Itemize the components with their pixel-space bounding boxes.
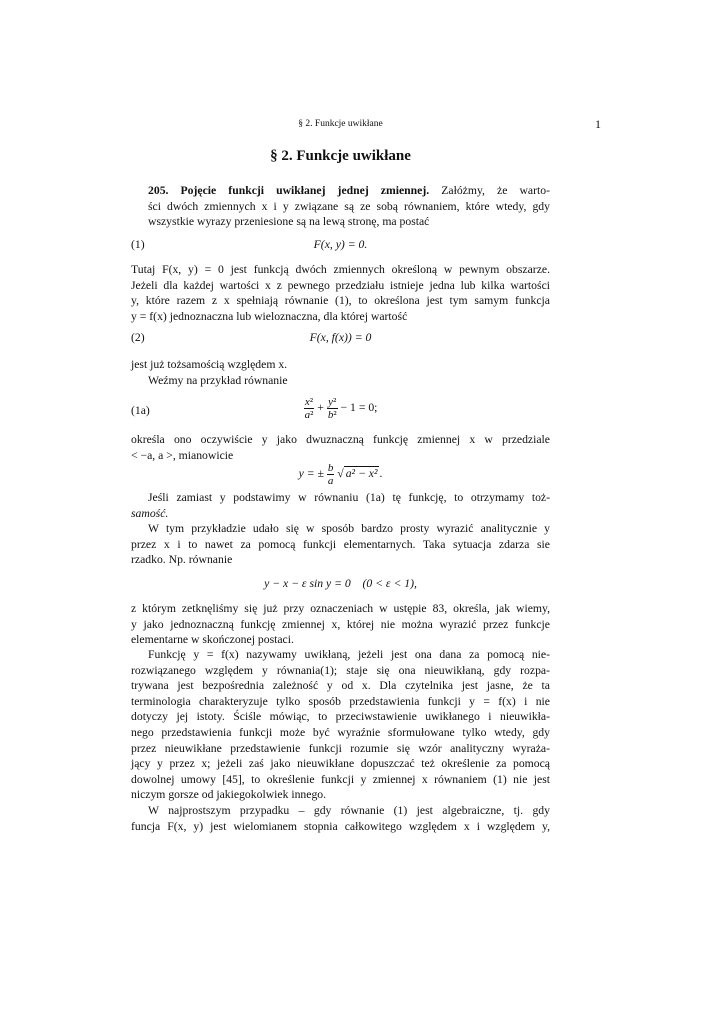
equation-formula: y − x − ε sin y = 0 (0 < ε < 1), xyxy=(264,577,417,590)
equation-1 xyxy=(131,238,550,254)
equation-formula: y = ± $\frac{b}{a}$ √ a² − x² . xyxy=(298,462,383,487)
paragraph-7: z którym zetknęliśmy się już przy oznaczeniach w ustępie 83, określa, jak wiemy, y jako jednoznaczną funkcję zmiennej x, której nie można wyrazić przez funkcje elementarne w skończonej postaci. xyxy=(131,602,550,647)
paragraph-2: Tutaj F(x, y) = 0 jest funkcją dwóch zmiennych określoną w pewnym obszarze. Jeżeli dla każdej wartości x z pewnego przedziału istnieje jedna lub kilka wartości y, które razem z x spełniają równanie (1), to określona jest tym samym funkcja y = f(x) jednoznaczna lub wieloznaczna, dla której wartość xyxy=(131,263,550,323)
paragraph-6: W tym przykładzie udało się w sposób bardzo prosty wyrazić analitycznie y przez x i to nawet za pomocą funkcji elementarnych. Taka sytuacja zdarza sie rzadko. Np. równanie xyxy=(131,522,550,567)
paragraph-definition-intro: 205. Pojęcie funkcji uwikłanej jednej zmiennej. Załóżmy, że warto- ści dwóch zmiennych x i y związane są ze sobą równaniem, które wtedy, gdy wszystkie wyrazy przeniesione są na lewą stronę, ma postać xyxy=(148,184,550,229)
equation-1a xyxy=(131,396,550,430)
paragraph-5: Jeśli zamiast y podstawimy w równaniu (1a) tę funkcję, to otrzymamy toż- samość. xyxy=(131,491,550,520)
paragraph-8: Funkcję y = f(x) nazywamy uwikłaną, jeżeli jest ona dana za pomocą nie- rozwiązanego względem y równania(1); staje się ona nieuwikłaną, gdy rozpa- trywana jest bezpośrednia zależność y od x. Dla czytelnika jest jasne, że ta terminologia charakteryzuje tylko sposób przedstawienia funkcji y = f(x) i nie dotyczy jej istoty. Ściśle mówiąc, to przeciwstawienie uwikłanego i nieuwikła- nego przedstawienia funkcji może być wyraźnie sformułowane tylko wtedy, gdy przez nieuwikłane przedstawienie funkcji rozumie się wzór analityczny wyraża- jący y przez x; jeżeli zaś jako nieuwikłane dopuszczać też określenie za pomocą dowolnej umowy [45], to określenie funkcji y zmiennej x równaniem (1) nie jest niczym gorsze od jakiegokolwiek innego. xyxy=(131,648,550,802)
fraction-x2-a2: $\frac{\text{x²}}{\text{a²}}$ xyxy=(304,396,314,421)
paragraph-3: jest już tożsamością względem x. Weźmy na przykład równanie xyxy=(131,358,288,387)
fraction-y2-b2: $\frac{\text{y²}}{\text{b²}}$ xyxy=(327,396,337,421)
equation-label: (1) xyxy=(131,238,145,251)
equation-formula: $\frac{\text{x²}}{\text{a²}}$ + $\frac{\text{y²}}{\text{b²}}$ − 1 = 0; xyxy=(304,396,378,421)
equation-kepler xyxy=(131,577,550,593)
fraction-b-a: $\frac{b}{a}$ xyxy=(327,462,334,487)
paragraph-4: określa ono oczywiście y jako dwuznaczną funkcję zmiennej x w przedziale < −a, a >, mianowicie xyxy=(131,433,550,462)
running-head: § 2. Funkcje uwikłane xyxy=(298,119,383,129)
equation-y-solution xyxy=(131,460,550,494)
equation-2 xyxy=(131,331,550,347)
subsection-heading: 205. Pojęcie funkcji uwikłanej jednej zmiennej. xyxy=(148,184,430,197)
paragraph-9: W najprostszym przypadku – gdy równanie (1) jest algebraiczne, tj. gdy funcja F(x, y) jest wielomianem stopnia całkowitego względem x i względem y, xyxy=(131,804,550,833)
section-title: § 2. Funkcje uwikłane xyxy=(270,148,411,164)
page-number: 1 xyxy=(595,117,601,131)
equation-label: (1a) xyxy=(131,404,150,417)
equation-formula: F(x, f(x)) = 0 xyxy=(309,331,372,344)
equation-label: (2) xyxy=(131,331,145,344)
equation-formula: F(x, y) = 0. xyxy=(313,238,368,251)
